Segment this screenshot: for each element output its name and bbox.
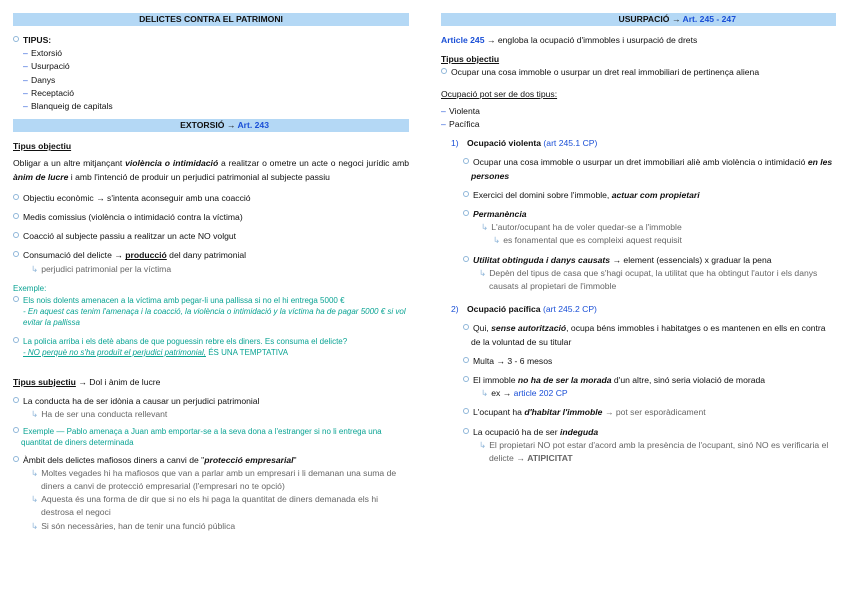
text: , ocupa béns immobles i habitatges o es mantenen en ells en contra de la voluntad de su titular <box>471 323 826 347</box>
sub-arrow-icon: ↳ <box>481 222 489 233</box>
text: perjudici patrimonial per la víctima <box>41 263 172 274</box>
text: d'un altre, sinó seria violació de morada <box>613 375 766 386</box>
dash-icon: – <box>441 119 446 130</box>
list-item <box>13 454 409 467</box>
list-item <box>441 355 836 368</box>
text-emph: actuar com propietari <box>611 189 700 200</box>
dash-icon: – <box>23 101 28 112</box>
list-item <box>441 374 836 387</box>
sub-arrow-icon: ↳ <box>31 263 39 274</box>
list-item <box>441 254 836 267</box>
list-item: Blanqueig de capitals <box>31 101 113 112</box>
list-item <box>441 66 836 79</box>
article-ref: (art 245.2 CP) <box>542 304 597 315</box>
example-sub: - En aquest cas tenim l'amenaça i la coacció, la violència o intimidació y la víctima ha de pagar 5000 € si vol evitar la pallissa <box>23 307 406 328</box>
bullet-ring-icon <box>463 324 469 330</box>
bullet-ring-icon <box>463 210 469 216</box>
list-item <box>441 189 836 202</box>
bullet-ring-icon <box>13 36 19 42</box>
bullet-ring-icon <box>463 376 469 382</box>
number: 2) <box>451 304 459 315</box>
text-emph: Utilitat obtinguda i danys causats <box>473 254 611 265</box>
text: L'autor/ocupant ha de voler quedar-se a l'immoble <box>491 222 682 233</box>
text: → element (essencials) x graduar la pena <box>612 254 772 265</box>
text-emph: ÉS UNA TEMPTATIVA <box>208 348 289 358</box>
bullet-ring-icon <box>13 251 19 257</box>
text: La ocupació ha de ser <box>473 426 558 437</box>
paragraph-objectiu <box>13 157 409 183</box>
text: Els nois dolents amenacen a la víctima amb pegar-li una pallissa si no el hi entrega 5000 € <box>23 296 345 306</box>
example-item <box>13 336 409 347</box>
sub-arrow-icon: ↳ <box>479 439 487 450</box>
text: Violenta <box>449 105 480 116</box>
text: → pot ser esporàdicament <box>604 407 706 418</box>
text-emph: d'habitar l'immoble <box>524 407 603 418</box>
sub-item <box>13 467 409 493</box>
bullet-ring-icon <box>13 397 19 403</box>
section-header-usurpacio <box>441 13 836 26</box>
list-item <box>441 406 836 419</box>
example-sub <box>13 347 409 358</box>
dash-icon: – <box>441 105 446 116</box>
bullet-ring-icon <box>463 256 469 262</box>
list-item <box>13 249 409 262</box>
sub-arrow-icon: ↳ <box>481 388 489 399</box>
section-title: DELICTES CONTRA EL PATRIMONI <box>139 14 283 24</box>
tipus-label: TIPUS: <box>23 35 52 45</box>
text: - NO perquè no s'ha produït el perjudici patrimonial, <box>23 348 206 358</box>
article-ref: Art. 243 <box>237 120 269 131</box>
article-line <box>441 34 836 47</box>
section-header-delictes <box>13 13 409 26</box>
bullet-ring-icon <box>463 428 469 434</box>
section-title: EXTORSIÓ <box>180 120 225 131</box>
example-label: Exemple: <box>13 283 47 293</box>
text-emph: producció <box>125 250 167 261</box>
list-item <box>13 395 409 408</box>
bullet-ring-icon <box>463 408 469 414</box>
bullet-ring-icon <box>13 427 19 433</box>
list-item <box>441 322 836 348</box>
bullet-ring-icon <box>13 213 19 219</box>
bullet-ring-icon <box>441 68 447 74</box>
text: Ocupar una cosa immoble o usurpar un dret real immobiliari de pertinença aliena <box>451 67 760 78</box>
text: Coacció al subjecte passiu a realitzar un acte NO volgut <box>23 231 237 242</box>
text: a realitzar o ometre un acte o negoci jurídic amb <box>221 158 410 169</box>
tipus-list <box>13 34 409 113</box>
list-item <box>441 208 836 221</box>
list-item <box>441 426 836 439</box>
text: L'ocupant ha <box>473 407 522 418</box>
dash-icon: – <box>23 74 28 85</box>
bullet-ring-icon <box>13 456 19 462</box>
sub-arrow-icon: ↳ <box>493 235 501 246</box>
text: Aquesta és una forma de dir que si no els hi paga la quantitat de diners demanada els hi destrosa el negoci <box>41 494 379 518</box>
bullet-ring-icon <box>13 194 19 200</box>
text: La policia arriba i els detè abans de que poguessin rebre els diners. Es consuma el delicte? <box>23 337 348 347</box>
arrow-icon: → <box>671 14 681 24</box>
list-item <box>13 230 409 243</box>
sub-arrow-icon: ↳ <box>31 409 39 420</box>
list-item <box>441 118 836 131</box>
article-ref: (art 245.1 CP) <box>543 138 598 149</box>
sub-item <box>13 520 409 533</box>
text-emph: no ha de ser la morada <box>517 375 612 386</box>
text: i amb l'intenció de produir un perjudici patrimonial al subjecte passiu <box>70 171 330 182</box>
text-emph: protecció empresarial <box>204 454 294 465</box>
text: → engloba la ocupació d'immobles i usurpació de drets <box>486 35 698 45</box>
dash-icon: – <box>23 61 28 72</box>
bullet-ring-icon <box>463 158 469 164</box>
sub-item <box>441 267 836 293</box>
article-ref: article 202 CP <box>513 388 568 399</box>
list-item: Extorsió <box>31 48 63 59</box>
text: Pacífica <box>449 119 480 130</box>
numbered-heading <box>441 137 836 150</box>
article-ref: Art. 245 - 247 <box>682 14 736 24</box>
subheading-tipus-subjectiu <box>13 376 409 389</box>
text-emph: en les persones <box>471 157 833 181</box>
sub-item <box>441 221 836 234</box>
text: Tipus subjectiu <box>13 377 76 388</box>
sub-item <box>13 408 409 421</box>
list-item: Usurpació <box>31 61 70 72</box>
left-column <box>13 13 409 533</box>
sub-item <box>13 263 409 276</box>
list-item: Danys <box>31 74 56 85</box>
sub-arrow-icon: ↳ <box>479 267 487 278</box>
text: Medis comissius (violència o intimidació contra la víctima) <box>23 212 243 223</box>
text: Qui, <box>473 323 489 334</box>
text: Multa → 3 - 6 mesos <box>473 355 553 366</box>
sub-arrow-icon: ↳ <box>31 467 39 478</box>
section-title: USURPACIÓ <box>618 14 670 24</box>
list-item <box>441 105 836 118</box>
list-item <box>13 192 409 205</box>
text-emph: ànim de lucre <box>13 171 69 182</box>
bullet-ring-icon <box>463 357 469 363</box>
text: Ocupació pacífica <box>467 304 541 315</box>
example-item <box>13 426 409 448</box>
text: Objectiu econòmic → s'intenta aconseguir amb una coacció <box>23 192 251 203</box>
text-emph: violència o intimidació <box>125 158 219 169</box>
article-ref: Article 245 <box>441 35 485 45</box>
text: del dany patrimonial <box>169 250 247 261</box>
right-column <box>441 13 836 465</box>
sub-arrow-icon: ↳ <box>31 520 39 531</box>
text: Exemple — Pablo amenaça a Juan amb emportar-se a la seva dona a l'estranger si no li entrega una quantitat de diners determinada <box>21 426 382 447</box>
example-item <box>13 295 409 306</box>
text: Depèn del tipus de casa que s'hagi ocupat, la utilitat que ha obtingut l'autor i els danys causats al propietari de l'immoble <box>489 267 818 292</box>
sub-item <box>441 387 836 400</box>
bullet-ring-icon <box>13 296 19 302</box>
subheading-tipus-objectiu: Tipus objectiu <box>13 141 72 152</box>
text: Àmbit dels delictes mafiosos diners a canvi de " <box>23 454 205 465</box>
text: → Dol i ànim de lucre <box>78 377 161 388</box>
sub-arrow-icon: ↳ <box>31 494 39 505</box>
text: Ocupació violenta <box>467 138 542 149</box>
text: El propietari NO pot estar d'acord amb la presència de l'ocupant, sinó NO es verificaria el delicte → <box>489 439 829 464</box>
text-emph: ATIPICITAT <box>527 453 573 464</box>
section-header-extorsio <box>13 119 409 132</box>
text: Ocupar una cosa immoble o usurpar un dret immobiliari aliè amb violència o intimidació <box>473 157 806 168</box>
sub-item <box>13 493 409 519</box>
text: Moltes vegades hi ha mafiosos que van a parlar amb un empresari i li demanan una suma de diners a canvi de protecció empresarial (l'empresari no te opció) <box>41 467 397 492</box>
number: 1) <box>451 138 459 149</box>
dash-icon: – <box>23 48 28 59</box>
text: Consumació del delicte → <box>23 250 123 261</box>
text: El immoble <box>473 375 516 386</box>
sub-item <box>441 439 836 465</box>
sub-item <box>441 234 836 247</box>
text: Exercici del domini sobre l'immoble, <box>473 189 610 200</box>
list-item: Receptació <box>31 87 74 98</box>
text: ex → <box>491 388 512 399</box>
text-emph: Permanència <box>473 209 527 220</box>
list-item <box>441 156 836 182</box>
subheading-ocupacio: Ocupació pot ser de dos tipus: <box>441 88 558 99</box>
numbered-heading <box>441 303 836 316</box>
bullet-ring-icon <box>463 191 469 197</box>
text-emph: sense autorització <box>491 323 567 334</box>
subheading-tipus-objectiu: Tipus objectiu <box>441 54 500 65</box>
text: La conducta ha de ser idònia a causar un perjudici patrimonial <box>23 396 260 407</box>
bullet-ring-icon <box>13 337 19 343</box>
text: Obligar a un altre mitjançant <box>13 158 123 169</box>
text: es fonamental que es compleixi aquest requisit <box>503 235 682 246</box>
text: Si són necessàries, han de tenir una funció pública <box>41 520 236 531</box>
list-item <box>13 211 409 224</box>
bullet-ring-icon <box>13 232 19 238</box>
arrow-icon: → <box>226 120 236 131</box>
text: Ha de ser una conducta rellevant <box>41 409 168 420</box>
text: " <box>293 454 297 465</box>
dash-icon: – <box>23 87 28 98</box>
text-emph: indeguda <box>559 426 599 437</box>
